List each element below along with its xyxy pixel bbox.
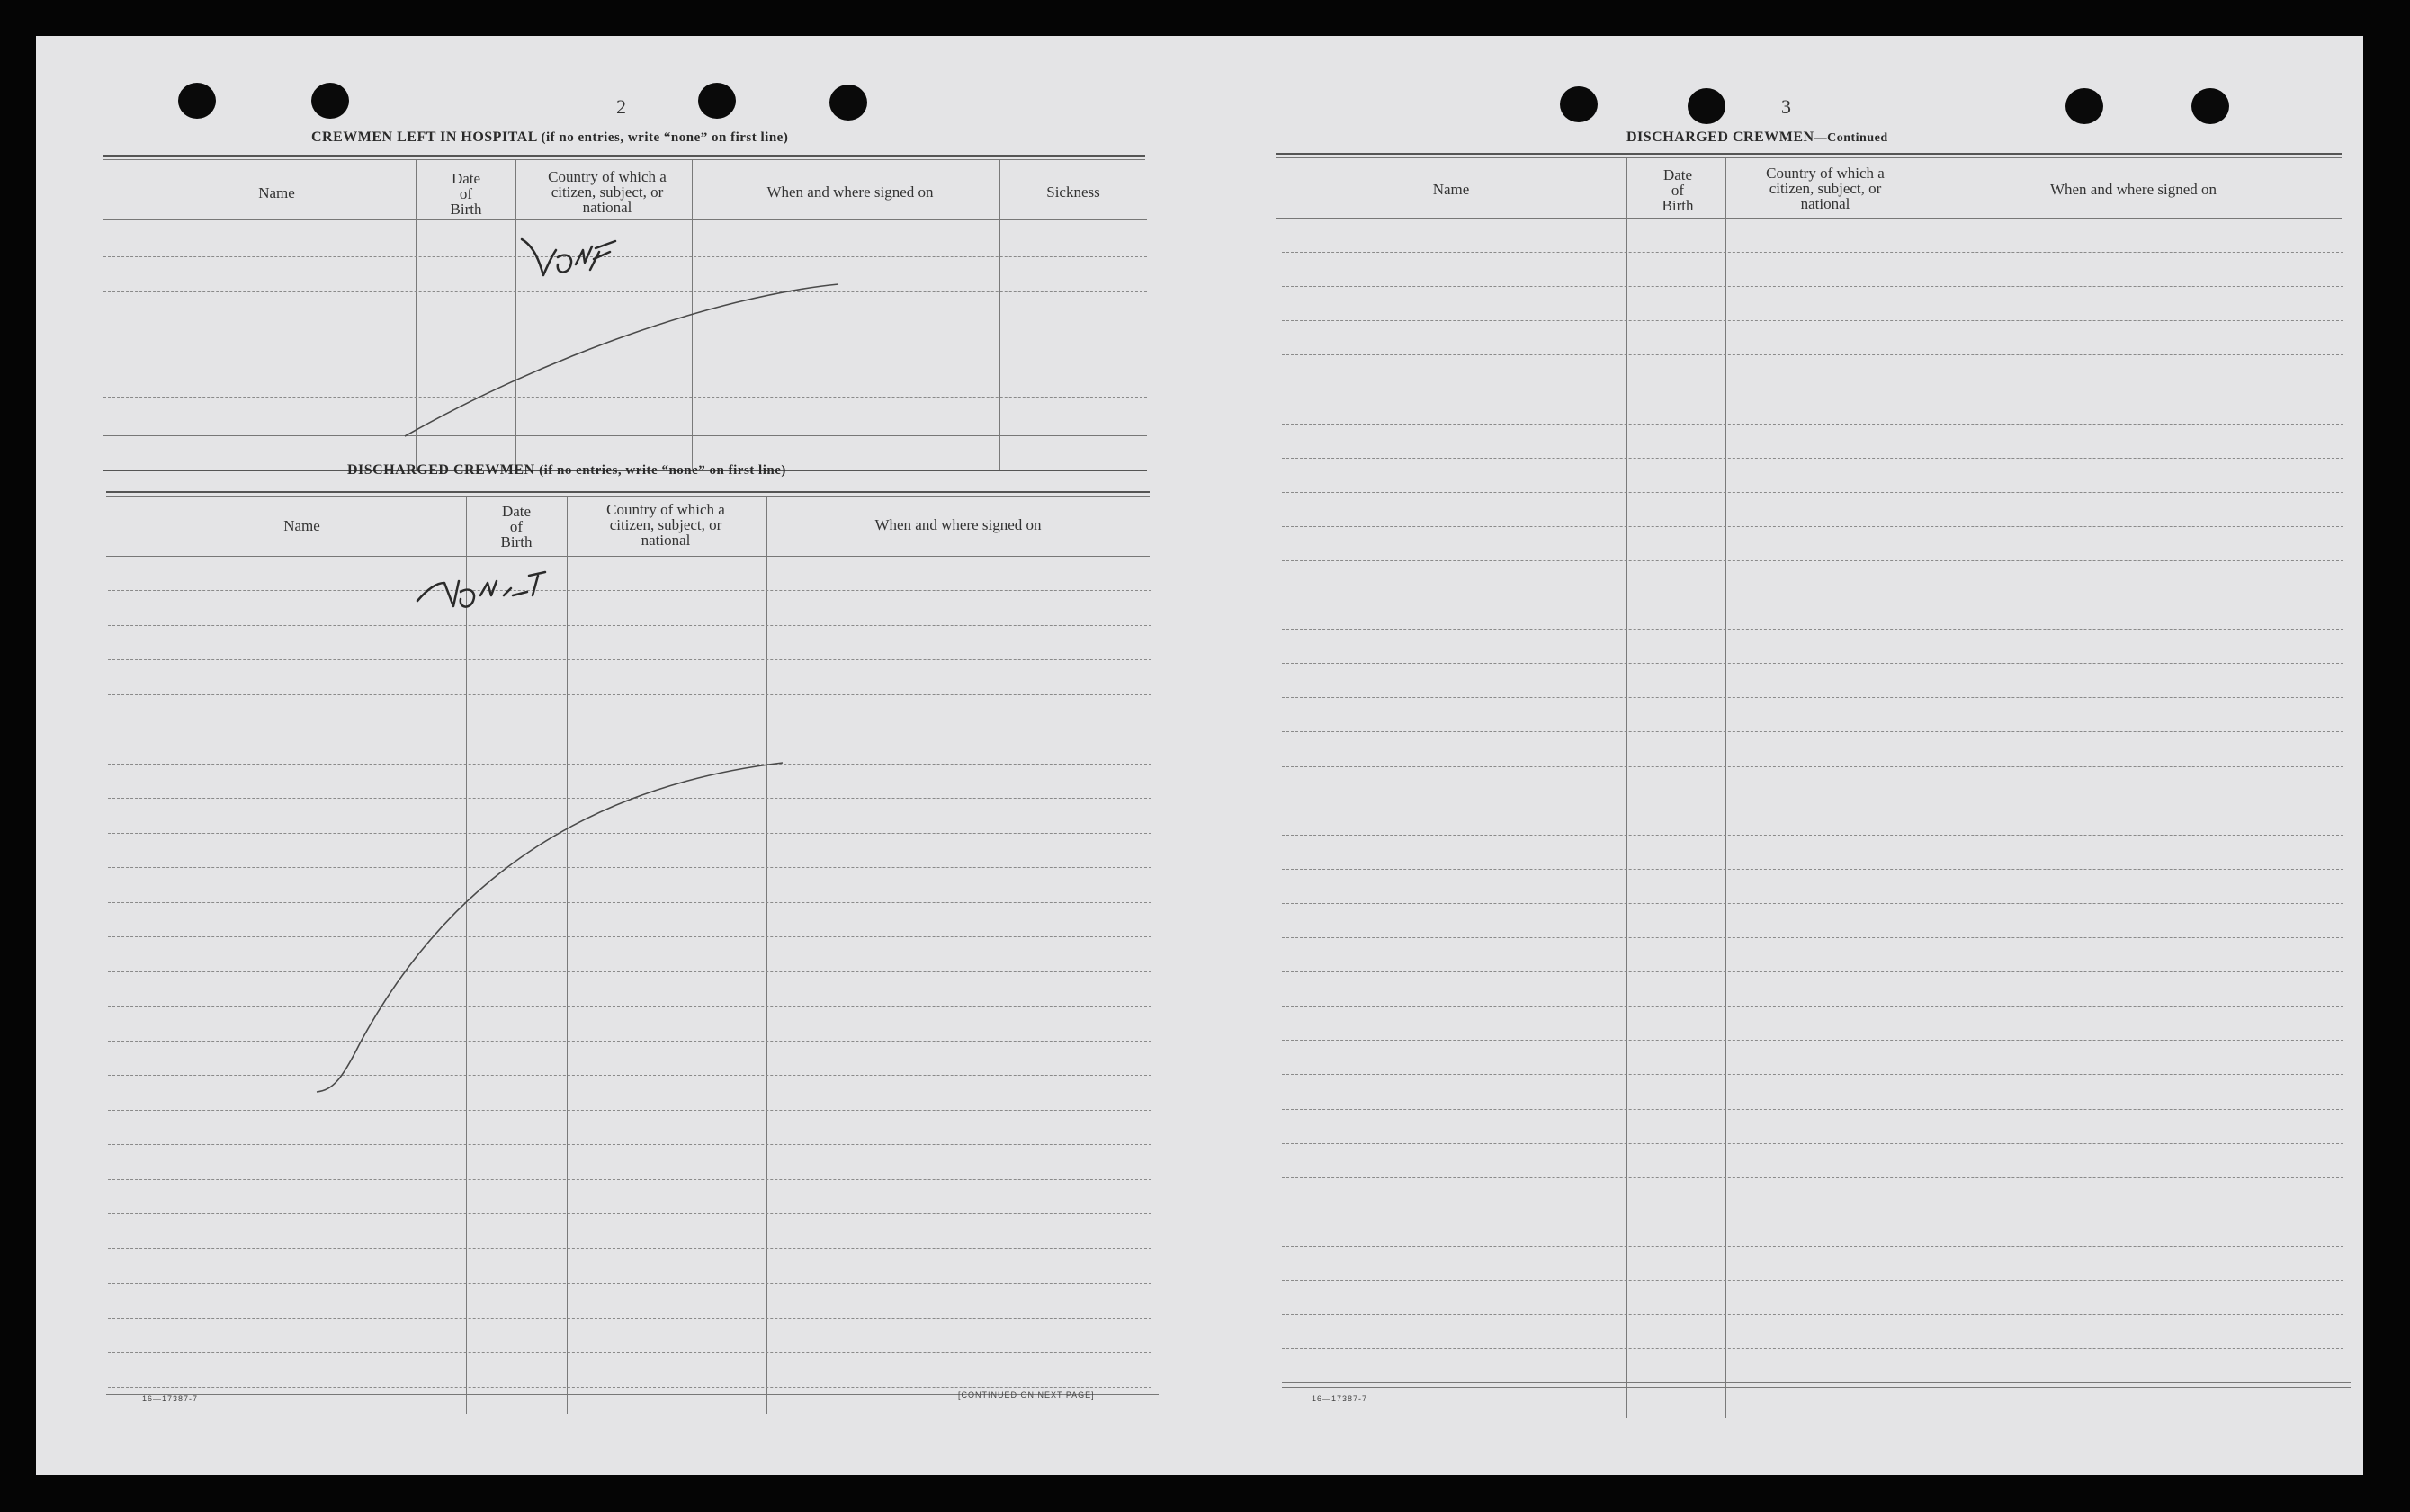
discharged-col-name: Name [283,517,320,534]
page-number-left: 2 [616,95,626,118]
hospital-title-text: CREWMEN LEFT IN HOSPITAL [311,130,538,145]
right-col-name: Name [1432,181,1470,198]
handwritten-none-discharged [417,572,545,607]
right-col-dob: Date of Birth [1662,166,1694,214]
discharged-col-country: Country of which a citizen, subject, or national [606,501,725,549]
right-col-signed-on: When and where signed on [2049,181,2217,198]
hospital-instruction: (if no entries, write “none” on first line) [541,130,789,145]
handwritten-none-hospital [522,239,615,275]
continued-note: [CONTINUED ON NEXT PAGE] [958,1391,1095,1400]
form-number-right: 16—17387‑7 [1312,1394,1368,1403]
right-col-country: Country of which a citizen, subject, or national [1766,165,1885,212]
hospital-col-dob: Date of Birth [450,170,482,218]
discharged-col-signed-on: When and where signed on [874,516,1042,533]
strike-line-discharged [317,763,783,1092]
strike-line-hospital [405,284,838,436]
hospital-col-sickness: Sickness [1046,183,1100,201]
discharged-title-text: DISCHARGED CREWMEN [347,462,535,478]
hospital-col-country: Country of which a citizen, subject, or national [548,168,667,216]
handwriting-layer [36,36,2363,1475]
hospital-col-name: Name [258,184,295,201]
discharged-continued-text: DISCHARGED CREWMEN [1626,130,1814,145]
form-sheet [36,36,2363,1475]
page-number-right: 3 [1781,95,1791,118]
discharged-instruction: (if no entries, write “none” on first line) [539,463,786,478]
continued-suffix: —Continued [1814,131,1888,145]
form-number-left: 16—17387‑7 [142,1394,199,1403]
hospital-col-signed-on: When and where signed on [766,183,934,201]
discharged-col-dob: Date of Birth [500,503,533,550]
